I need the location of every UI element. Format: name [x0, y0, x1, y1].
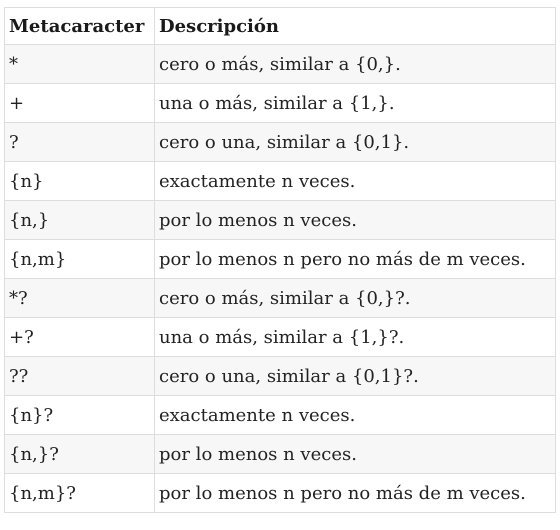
description-cell: por lo menos n pero no más de m veces. [155, 474, 556, 513]
description-cell: por lo menos n pero no más de m veces. [155, 240, 556, 279]
description-cell: exactamente n veces. [155, 396, 556, 435]
metacharacter-cell: + [5, 84, 155, 123]
metacharacter-cell: *? [5, 279, 155, 318]
metacharacter-cell: {n,}? [5, 435, 155, 474]
metacharacter-cell: +? [5, 318, 155, 357]
column-header-metacaracter: Metacaracter [5, 8, 155, 45]
description-cell: por lo menos n veces. [155, 201, 556, 240]
metacharacter-cell: {n,m}? [5, 474, 155, 513]
description-cell: cero o una, similar a {0,1}?. [155, 357, 556, 396]
table-row [5, 123, 556, 162]
metacharacter-cell: {n,m} [5, 240, 155, 279]
table-row [5, 396, 556, 435]
table-row [5, 474, 556, 513]
metacharacter-table [4, 7, 556, 513]
description-cell: cero o una, similar a {0,1}. [155, 123, 556, 162]
metacharacter-cell: {n} [5, 162, 155, 201]
description-cell: una o más, similar a {1,}?. [155, 318, 556, 357]
description-cell: cero o más, similar a {0,}. [155, 45, 556, 84]
table-row [5, 162, 556, 201]
table-row [5, 84, 556, 123]
table-row [5, 318, 556, 357]
description-cell: por lo menos n veces. [155, 435, 556, 474]
description-cell: cero o más, similar a {0,}?. [155, 279, 556, 318]
table-header-row [5, 8, 556, 45]
metacharacter-cell: * [5, 45, 155, 84]
table-row [5, 201, 556, 240]
table-row [5, 279, 556, 318]
table-body [5, 45, 556, 513]
metacharacter-table-container [4, 7, 555, 513]
metacharacter-cell: ?? [5, 357, 155, 396]
metacharacter-cell: {n}? [5, 396, 155, 435]
table-row [5, 45, 556, 84]
table-header [5, 8, 556, 45]
table-row [5, 240, 556, 279]
metacharacter-cell: {n,} [5, 201, 155, 240]
description-cell: exactamente n veces. [155, 162, 556, 201]
column-header-descripcion: Descripción [155, 8, 556, 45]
description-cell: una o más, similar a {1,}. [155, 84, 556, 123]
table-row [5, 435, 556, 474]
metacharacter-cell: ? [5, 123, 155, 162]
table-row [5, 357, 556, 396]
